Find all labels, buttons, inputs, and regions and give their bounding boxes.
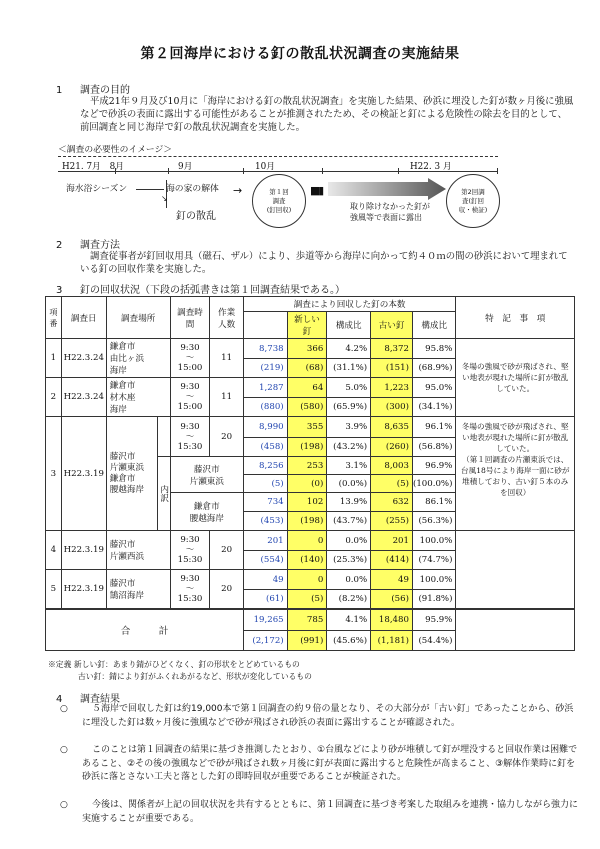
cell-prev-new-ratio: (43.7%) <box>327 512 371 531</box>
cell-prev-new-ratio: (45.6%) <box>327 631 371 651</box>
cell-prev-old-ratio: (34.1%) <box>412 398 455 417</box>
cell-prev-new: (68) <box>287 359 327 378</box>
table-row <box>46 531 575 551</box>
cell-prev-new: (991) <box>287 631 327 651</box>
cell-new: 64 <box>287 378 327 398</box>
cell-old-ratio: 86.1% <box>412 493 455 512</box>
diagram-header: ＜調査の必要性のイメージ＞ <box>58 145 173 155</box>
cell-new: 785 <box>287 609 327 631</box>
cell-date: H22.3.24 <box>61 339 106 378</box>
cell-date: H22.3.19 <box>61 570 106 609</box>
cell-old: 632 <box>371 493 413 512</box>
section-title: 調査の目的 <box>80 85 130 96</box>
gradient-arrow-icon <box>328 178 446 200</box>
cell-no: 1 <box>46 339 62 378</box>
cell-place: 鎌倉市 材木座 海岸 <box>106 378 170 417</box>
cell-sub-place: 鎌倉市 腰越海岸 <box>170 493 243 531</box>
col-count-group: 調査により回収した釘の本数 <box>243 297 456 312</box>
result-text: このことは第１回調査の結果に基づき推測したとおり、①台風などにより砂が堆積して釘が埋没すると回収作業は困難であること、②その後の強風などで砂が飛ばされ数ヶ月後に釘が表面に露出すると危険性が高まること、③解体作業時に釘を砂浜に落とさない工夫と落とした釘の即時回収が重要であることが検証された。 <box>82 745 578 782</box>
cell-old-ratio: 95.8% <box>412 339 455 359</box>
arrow-caption: 取り除けなかった釘が 強風等で表面に露出 <box>350 202 430 222</box>
cell-new-ratio: 0.0% <box>327 570 371 590</box>
cell-new-ratio: 4.1% <box>327 609 371 631</box>
cell-prev-total: (880) <box>243 398 287 417</box>
cell-new-ratio: 3.9% <box>327 417 371 438</box>
section-2-heading <box>56 236 120 251</box>
cell-prev-new: (580) <box>287 398 327 417</box>
result-text: ５海岸で回収した釘は約19,000本で第１回調査の約９倍の量となり、その大部分が「古い釘」であったことから、砂浜に埋没した釘は数ヶ月後に強風などで砂が飛ばされ砂浜の表面に露出することが確認された。 <box>82 704 574 728</box>
cell-date: H22.3.19 <box>61 417 106 531</box>
cell-prev-old-ratio: (68.9%) <box>412 359 455 378</box>
cell-old-ratio: 96.9% <box>412 457 455 475</box>
cell-prev-old: (56) <box>371 590 413 609</box>
col-old: 古い釘 <box>371 312 413 339</box>
cell-people: 11 <box>210 378 244 417</box>
second-survey-circle: 第2回調 査(釘回 収・検証) <box>446 174 500 228</box>
cell-prev-total: (554) <box>243 551 287 570</box>
necessity-diagram <box>58 144 578 244</box>
cell-new: 0 <box>287 570 327 590</box>
col-no: 項番 <box>46 297 62 339</box>
cell-no: 3 <box>46 417 62 531</box>
section-3-heading <box>56 281 345 296</box>
demolish-label: 海の家の解体 <box>166 184 219 194</box>
cell-prev-old-ratio: (91.8%) <box>412 590 455 609</box>
cell-breakdown: 内訳 <box>157 457 170 531</box>
bullet-icon: ○ <box>60 745 68 755</box>
cell-new: 102 <box>287 493 327 512</box>
cell-total: 8,256 <box>243 457 287 475</box>
section-number: 1 <box>56 85 63 96</box>
beach-season-label: 海水浴シーズン <box>66 184 128 194</box>
cell-old-ratio: 100.0% <box>412 570 455 590</box>
cell-total: 734 <box>243 493 287 512</box>
cell-prev-new: (5) <box>287 590 327 609</box>
col-new: 新しい釘 <box>287 312 327 339</box>
cell-prev-new-ratio: (25.3%) <box>327 551 371 570</box>
cell-prev-new: (198) <box>287 512 327 531</box>
col-date: 調査日 <box>61 297 106 339</box>
cell-new: 355 <box>287 417 327 438</box>
scatter-label: 釘の散乱 <box>176 211 216 222</box>
first-survey-circle: 第１回 調査 (釘回収) <box>252 174 306 228</box>
cell-prev-total: (5) <box>243 475 287 493</box>
cell-prev-old: (151) <box>371 359 413 378</box>
cell-new-ratio: 5.0% <box>327 378 371 398</box>
cell-prev-old-ratio: (54.4%) <box>412 631 455 651</box>
section-title: 調査方法 <box>80 240 120 251</box>
table-row <box>46 417 575 438</box>
cell-old: 8,003 <box>371 457 413 475</box>
cell-prev-new-ratio: (43.2%) <box>327 438 371 457</box>
collection-table <box>45 296 575 651</box>
section-1-text: 平成21年９月及び10月に「海岸における釘の散乱状況調査」を実施した結果、砂浜に埋没した釘が数ヶ月後に強風などで砂浜の表面に露出する可能性があることが推測されたため、その検証と釘による危険性の除去を目的として、前回調査と同じ海岸で釘の散乱状況調査を実施した。 <box>80 96 574 133</box>
cell-prev-total: (219) <box>243 359 287 378</box>
cell-new-ratio: 3.1% <box>327 457 371 475</box>
table-row <box>46 339 575 359</box>
cell-prev-new-ratio: (0.0%) <box>327 475 371 493</box>
cell-date: H22.3.24 <box>61 378 106 417</box>
cell-new: 253 <box>287 457 327 475</box>
cell-prev-old-ratio: (74.7%) <box>412 551 455 570</box>
cell-prev-new-ratio: (31.1%) <box>327 359 371 378</box>
cell-old-ratio: 96.1% <box>412 417 455 438</box>
cell-prev-new-ratio: (65.9%) <box>327 398 371 417</box>
cell-prev-old-ratio: (56.8%) <box>412 438 455 457</box>
timeline-sep: 9月 <box>178 162 193 172</box>
timeline-oct: 10月 <box>255 162 275 172</box>
cell-prev-old: (260) <box>371 438 413 457</box>
cell-prev-new: (140) <box>287 551 327 570</box>
section-1-heading <box>56 81 130 96</box>
cell-old: 201 <box>371 531 413 551</box>
cell-total: 201 <box>243 531 287 551</box>
result-item <box>60 799 579 826</box>
cell-no: 2 <box>46 378 62 417</box>
table-total-row <box>46 609 575 631</box>
col-people: 作業人数 <box>210 297 244 339</box>
col-new-ratio: 構成比 <box>327 312 371 339</box>
arrow-right-icon: → <box>233 184 243 197</box>
cell-note: 冬場の強風で砂が飛ばされ、堅い地表が現れた場所に釘が散乱していた。 <box>456 339 575 417</box>
col-notes: 特 記 事 項 <box>456 297 575 339</box>
cell-time: 9:30 ～ 15:30 <box>170 570 210 609</box>
cell-time: 9:30 ～ 15:00 <box>170 378 210 417</box>
cell-prev-total: (453) <box>243 512 287 531</box>
cell-old: 8,635 <box>371 417 413 438</box>
cell-prev-old: (414) <box>371 551 413 570</box>
cell-prev-old-ratio: (56.3%) <box>412 512 455 531</box>
cell-place: 藤沢市 片瀬東浜 鎌倉市 腰越海岸 <box>106 417 157 531</box>
section-number: 4 <box>56 694 63 705</box>
cell-place: 藤沢市 鵠沼海岸 <box>106 570 170 609</box>
cell-time: 9:30 ～ 15:30 <box>170 417 210 457</box>
cell-total: 49 <box>243 570 287 590</box>
cell-prev-total: (61) <box>243 590 287 609</box>
cell-people: 20 <box>210 531 244 570</box>
cell-old: 49 <box>371 570 413 590</box>
cell-old-ratio: 95.9% <box>412 609 455 631</box>
result-item <box>60 744 579 785</box>
cell-old-ratio: 100.0% <box>412 531 455 551</box>
cell-old: 18,480 <box>371 609 413 631</box>
arrow-down-icon: ↘ <box>161 194 168 203</box>
cell-old: 1,223 <box>371 378 413 398</box>
result-text: 今後は、関係者が上記の回収状況を共有するとともに、第１回調査に基づき考案した取組みを連携・協力しながら強力に実施することが重要である。 <box>82 800 579 824</box>
section-number: 2 <box>56 240 63 251</box>
cell-new: 366 <box>287 339 327 359</box>
cell-prev-total: (458) <box>243 438 287 457</box>
cell-prev-old: (1,181) <box>371 631 413 651</box>
cell-old-ratio: 95.0% <box>412 378 455 398</box>
page-title: 第２回海岸における釘の散乱状況調査の実施結果 <box>140 46 460 62</box>
cell-time: 9:30 ～ 15:30 <box>170 531 210 570</box>
section-title: 釘の回収状況（下段の括弧書きは第１回調査結果である。） <box>80 285 345 296</box>
cell-old: 8,372 <box>371 339 413 359</box>
cell-prev-old: (300) <box>371 398 413 417</box>
cell-sub-place: 藤沢市 片瀬東浜 <box>170 457 243 493</box>
cell-place: 藤沢市 片瀬西浜 <box>106 531 170 570</box>
bullet-icon: ○ <box>60 704 68 714</box>
cell-no: 5 <box>46 570 62 609</box>
cell-people: 20 <box>210 570 244 609</box>
section-2-text: 調査従事者が釘回収用具（磁石、ザル）により、歩道等から海岸に向かって約４０ｍの間の砂浜において埋まれている釘の回収作業を実施した。 <box>80 251 568 275</box>
cell-total: 19,265 <box>243 609 287 631</box>
definition-new: ※定義 新しい釘：あまり錆がひどくなく、釘の形状をとどめているもの <box>48 660 300 669</box>
cell-new: 0 <box>287 531 327 551</box>
cell-people: 11 <box>210 339 244 378</box>
cell-total: 8,990 <box>243 417 287 438</box>
cell-total-label: 合 計 <box>46 609 244 651</box>
col-old-ratio: 構成比 <box>412 312 455 339</box>
cell-no: 4 <box>46 531 62 570</box>
cell-new-ratio: 4.2% <box>327 339 371 359</box>
cell-prev-new: (198) <box>287 438 327 457</box>
cell-date: H22.3.19 <box>61 531 106 570</box>
cell-total: 1,287 <box>243 378 287 398</box>
cell-prev-old: (255) <box>371 512 413 531</box>
col-time: 調査時間 <box>170 297 210 339</box>
result-item <box>60 703 579 730</box>
cell-prev-new: (0) <box>287 475 327 493</box>
cell-prev-old-ratio: (100.0%) <box>412 475 455 493</box>
section-title: 調査結果 <box>80 694 120 705</box>
timeline-h22: H22. 3 月 <box>410 162 452 172</box>
timeline-h21: H21. 7月 8月 <box>62 162 125 172</box>
cell-time: 9:30 ～ 15:00 <box>170 339 210 378</box>
definition-old: 古い釘：錆により釘がふくれあがるなど、形状が変化しているもの <box>78 672 312 681</box>
cell-prev-old: (5) <box>371 475 413 493</box>
cell-new-ratio: 13.9% <box>327 493 371 512</box>
section-number: 3 <box>56 285 63 296</box>
dashed-arrow-icon: ▮▮▮ <box>310 184 323 197</box>
col-place: 調査場所 <box>106 297 170 339</box>
cell-note: 冬場の強風で砂が飛ばされ、堅い地表が現れた場所に釘が散乱していた。 （第１回調査の片瀬東浜では、台風18号により海岸一面に砂が堆積しており、古い釘５本のみを回収） <box>456 417 575 531</box>
bullet-icon: ○ <box>60 800 68 810</box>
cell-place: 鎌倉市 由比ヶ浜 海岸 <box>106 339 170 378</box>
cell-total: 8,738 <box>243 339 287 359</box>
cell-people: 20 <box>210 417 244 457</box>
cell-new-ratio: 0.0% <box>327 531 371 551</box>
cell-prev-total: (2,172) <box>243 631 287 651</box>
cell-prev-new-ratio: (8.2%) <box>327 590 371 609</box>
